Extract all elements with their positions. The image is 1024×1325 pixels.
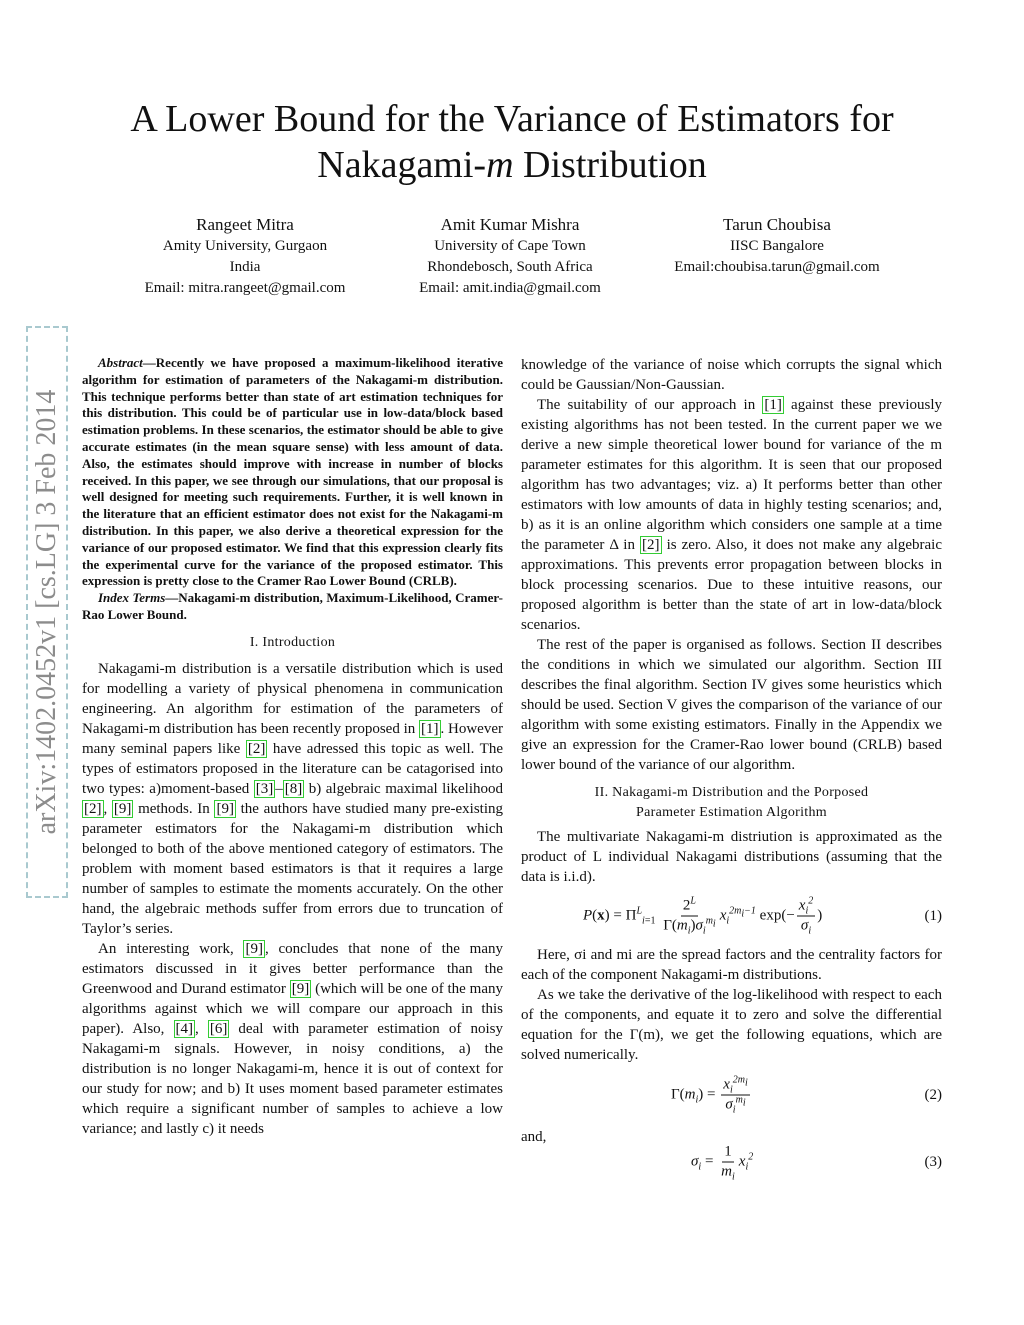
author-name: Amit Kumar Mishra [440,215,580,234]
citation-link[interactable]: [9] [113,800,132,817]
paragraph: knowledge of the variance of noise which corrupts the signal which could be Gaussian/Non-Gaussian. [521,357,942,393]
abstract-text: —Recently we have proposed a maximum-likelihood iterative algorithm for estimation of parameters of the Nakagami-m distribution. This technique performs better than state of art estimation techniques for this distribution. This could be of particular use in low-data/block based estimation problems. In these scenarios, the estimator should be able to give accurate estimates (in the mean square sense) with less amount of data. Also, the estimates should improve with increase in number of blocks received. In this paper, we see through our simulations, that our proposal is well designed for meeting such requirements. Further, it is well known in the literature that an efficient estimator does not exist for the Nakagami-m distribution. In this paper, we also derive a theoretical expression for the variance of our proposed estimator. We find that this expression clearly fits the experimental curve for the variance of the proposed estimator. This expression is pretty close to the Cramer Rao Lower Bound (CRLB). [82,355,503,589]
author-email: Email: mitra.rangeet@gmail.com [144,280,346,296]
author-name: Tarun Choubisa [723,215,831,234]
index-terms-label: Index Terms [98,590,166,606]
equation-number: (3) [924,1154,942,1171]
author-1 [120,214,370,299]
paragraph: Here, σi and mi are the spread factors and the centrality factors for each of the component Nakagami-m distributions. [521,947,942,983]
author-affiliation: Amity University, Gurgaon [162,238,328,254]
arxiv-id: arXiv:1402.0452v1 [cs.LG] 3 Feb 2014 [31,389,62,835]
author-name: Rangeet Mitra [196,215,294,234]
left-column [82,355,503,1139]
section-heading-line: Parameter Estimation Algorithm [636,805,827,820]
intro-paragraph-2: An interesting work, [9] , concludes that none of the many estimators discussed in it gives better performance than the Greenwood and Durand estimator [9] (which will be one of the many algorithms against which we will compare our approach in this paper). Also, [4] , [6] deal with parameter estimation of noisy Nakagami-m signals. However, in noisy conditions, a) the distribution is no longer Nakagami-m, hence it is out of context for our study for now; and b) It uses moment based parameter estimates which require a significant number of samples to achieve a low variance; and lastly c) it needs [82,940,503,1137]
citation-link[interactable]: [2] [642,537,660,553]
citation-link[interactable]: [3] [255,780,274,797]
author-location: India [229,259,261,275]
citation-link[interactable]: [4] [175,1020,193,1037]
author-2 [395,214,625,299]
equation-number: (1) [924,908,942,924]
author-location: Rhondebosch, South Africa [427,259,593,275]
right-column [521,355,942,1187]
citation-link[interactable]: [8] [284,780,303,797]
abstract [82,355,503,590]
citation-link[interactable]: [9] [291,980,310,997]
equation-number: (2) [924,1087,942,1103]
equation-1: $P(x) = \Pi^L_{i=1}$ $\frac{2^L}{\Gamma(m_i)\sigma_i^{m_i}}$ $x_i^{2m_i-1}$ exp(− $\frac{x_i^2}{\sigma_i}$ ) (1) [583,895,942,937]
paragraph: The rest of the paper is organised as follows. Section II describes the conditions in which we simulated our algorithm. Section III describes the final algorithm. Section IV gives some heuristics which should be used. Section V gives the comparison of the variance of our algorithm with some existing estimators. Finally in the Appendix we give an expression for the Cramer-Rao lower bound (CRLB) based lower bound of the variance of our algorithm. [521,637,942,773]
citation-link[interactable]: [6] [209,1020,228,1037]
arxiv-stamp [26,326,68,898]
abstract-label: Abstract [98,355,143,370]
author-affiliation: IISC Bangalore [730,238,824,254]
author-3 [652,214,902,278]
section-heading: I. Introduction [249,634,336,650]
index-terms-text: —Nakagami-m distribution, Maximum-Likelihood, Cramer-Rao Lower Bound. [82,590,504,622]
citation-link[interactable]: [1] [764,397,782,413]
author-affiliation: University of Cape Town [434,238,586,254]
section-heading [521,783,942,823]
citation-link[interactable]: [1] [421,720,439,737]
paragraph: The suitability of our approach in [1] against these previously existing algorithms has not been tested. In the current paper we we derive a new simple theoretical lower bound for variance of the m parameter estimates for this algorithm. It is seen that our proposed algorithm has two advantages; viz. a) It performs better than other estimators with low amounts of data in highly testing scenarios; and, b) as it is an online algorithm which considers one sample at a time the parameter Δ in [2] is zero. Also, it does not make any algebraic approximations. This prevents error propagation between blocks in block processing scenarios. Due to these intuitive reasons, our proposed algorithm is better than the state of art in low-data/block scenarios. [521,397,942,633]
equation-2: $\Gamma(m_i)$ = $\frac{x_i^{2m_i}}{\sigma_i^{m_i}}$ (2) [671,1074,942,1116]
author-email: Email:choubisa.tarun@gmail.com [674,259,880,275]
paper-title [60,96,964,188]
section-heading-line: II. Nakagami-m Distribution and the Porposed [594,785,869,800]
citation-link[interactable]: [2] [247,740,266,757]
paragraph: The multivariate Nakagami-m distriution is approximated as the product of L individual Nakagami distributions (assuming that the data is i.i.d). [521,829,942,885]
author-email: Email: amit.india@gmail.com [419,280,601,296]
citation-link[interactable]: [2] [84,800,102,817]
citation-link[interactable]: [9] [216,800,234,817]
intro-paragraph-1: Nakagami-m distribution is a versatile distribution which is used for modelling a variety of physical phenomena in communication engineering. An algorithm for estimation of the parameters of Nakagami-m distribution has been recently proposed in [1] . However many seminal papers like [2] have adressed this topic as well. The types of estimators proposed in the literature can be catagorised into two types: a)moment-based [3] – [8] b) algebraic maximal likelihood [2] , [9] methods. In [9] the authors have studied many pre-existing parameter estimators for the Nakagami-m distribution which belonged to both of the above mentioned category of estimators. The problem with moment based estimators is that it requires a large number of samples to estimate the moments accurately. On the other hand, the algebraic methods suffer from errors due to truncation of Taylor’s series. [82,660,504,937]
and-label: and, [521,1129,547,1145]
paragraph: As we take the derivative of the log-likelihood with respect to each of the components, and equate it to zero and solve the differential equation for the Γ(m), we get the following equations, which are solved numerically. [521,987,942,1063]
equation-3: and, $\sigma_i$ = $\frac{1}{m_i}$ $x_i^2$ (3) [521,1129,942,1183]
citation-link[interactable]: [9] [245,940,263,957]
index-terms [82,590,503,624]
title-text: A Lower Bound for the Variance of Estimators for Nakagami-m Distribution [130,98,894,186]
